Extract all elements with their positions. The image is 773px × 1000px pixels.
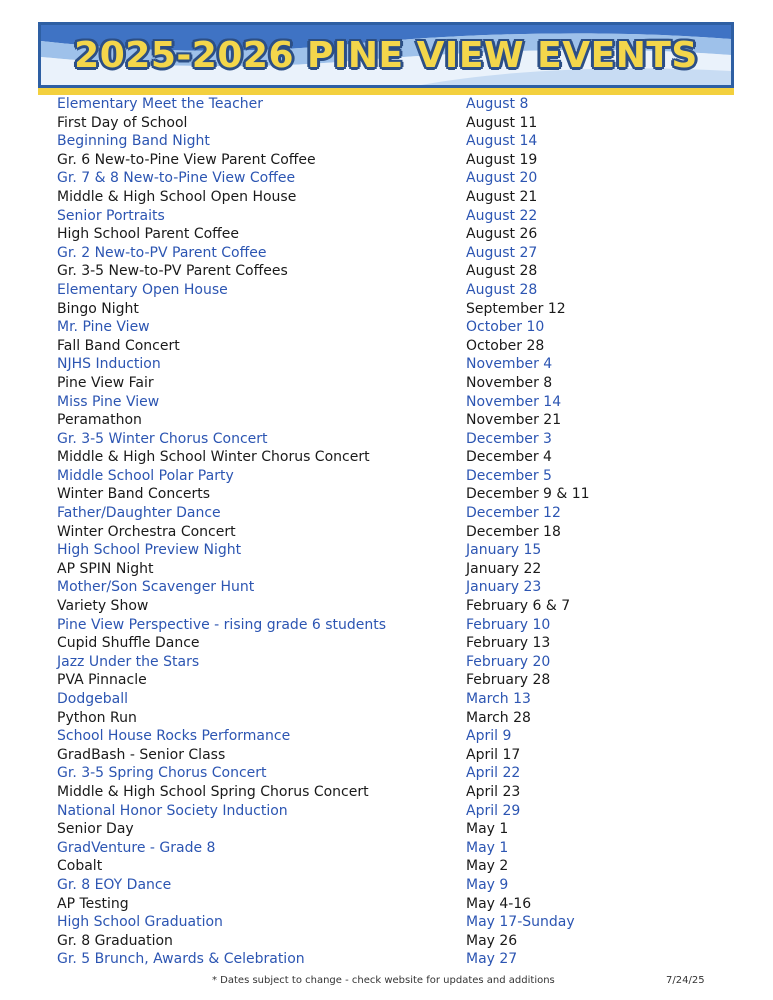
events-list [57, 95, 737, 969]
event-row [57, 374, 737, 393]
event-date: December 3 [466, 430, 552, 447]
event-row [57, 560, 737, 579]
event-name: Gr. 8 EOY Dance [57, 876, 172, 893]
event-name: NJHS Induction [57, 356, 161, 373]
event-date: August 26 [466, 226, 538, 243]
event-row [57, 895, 737, 914]
event-date: January 22 [466, 560, 542, 577]
event-row [57, 876, 737, 895]
event-name: Middle & High School Winter Chorus Concert [57, 449, 370, 466]
event-name: Peramathon [57, 412, 142, 429]
event-name: Pine View Fair [57, 374, 154, 391]
event-row [57, 616, 737, 635]
event-row [57, 950, 737, 969]
event-date: December 12 [466, 505, 561, 522]
event-row [57, 448, 737, 467]
event-row [57, 634, 737, 653]
event-name: Senior Portraits [57, 207, 165, 224]
event-name: Gr. 2 New-to-PV Parent Coffee [57, 244, 267, 261]
event-row [57, 95, 737, 114]
event-row [57, 839, 737, 858]
event-date: August 28 [466, 263, 538, 280]
event-date: May 1 [466, 821, 509, 838]
event-name: Cobalt [57, 858, 103, 875]
event-name: Winter Orchestra Concert [57, 523, 236, 540]
event-date: January 23 [466, 579, 542, 596]
event-name: Gr. 7 & 8 New-to-Pine View Coffee [57, 170, 296, 187]
event-name: Middle & High School Spring Chorus Concert [57, 783, 369, 800]
event-row [57, 318, 737, 337]
event-row [57, 393, 737, 412]
event-row [57, 653, 737, 672]
event-date: April 23 [466, 783, 521, 800]
event-name: Gr. 3-5 Winter Chorus Concert [57, 430, 268, 447]
event-name: Father/Daughter Dance [57, 505, 221, 522]
event-row [57, 746, 737, 765]
event-date: August 21 [466, 188, 538, 205]
event-date: April 17 [466, 746, 521, 763]
event-name: High School Graduation [57, 914, 223, 931]
event-row [57, 857, 737, 876]
event-name: High School Preview Night [57, 542, 242, 559]
page-title: 2025-2026 PINE VIEW EVENTS [74, 35, 698, 76]
event-name: Fall Band Concert [57, 337, 180, 354]
event-name: School House Rocks Performance [57, 728, 291, 745]
event-date: April 22 [466, 765, 521, 782]
event-row [57, 671, 737, 690]
event-date: May 2 [466, 858, 509, 875]
event-row [57, 337, 737, 356]
event-date: January 15 [466, 542, 542, 559]
event-name: Gr. 3-5 New-to-PV Parent Coffees [57, 263, 288, 280]
event-name: GradBash - Senior Class [57, 746, 226, 763]
event-name: PVA Pinnacle [57, 672, 147, 689]
event-row [57, 151, 737, 170]
event-row [57, 281, 737, 300]
event-row [57, 578, 737, 597]
event-row [57, 709, 737, 728]
header-banner [38, 22, 734, 88]
event-date: August 27 [466, 244, 538, 261]
event-name: Dodgeball [57, 691, 128, 707]
footer-note: * Dates subject to change - check website for updates and additions [212, 975, 555, 986]
event-date: November 14 [466, 393, 562, 410]
event-row [57, 188, 737, 207]
event-name: Pine View Perspective - rising grade 6 students [57, 616, 387, 633]
event-row [57, 932, 737, 951]
event-row [57, 207, 737, 226]
event-row [57, 467, 737, 486]
event-name: Cupid Shuffle Dance [57, 635, 200, 652]
event-name: Beginning Band Night [57, 133, 210, 150]
event-date: March 13 [466, 691, 531, 707]
event-date: November 4 [466, 356, 553, 373]
event-row [57, 355, 737, 374]
event-row [57, 523, 737, 542]
event-row [57, 820, 737, 839]
event-date: December 9 & 11 [466, 486, 590, 503]
event-row [57, 411, 737, 430]
event-date: May 17-Sunday [466, 914, 575, 931]
event-name: Variety Show [57, 598, 149, 615]
event-row [57, 485, 737, 504]
event-date: May 9 [466, 876, 509, 893]
event-name: Mother/Son Scavenger Hunt [57, 579, 255, 596]
event-row [57, 225, 737, 244]
event-date: May 27 [466, 951, 518, 968]
event-row [57, 913, 737, 932]
event-name: Miss Pine View [57, 393, 160, 410]
event-date: August 14 [466, 133, 538, 150]
event-row [57, 169, 737, 188]
event-name: GradVenture - Grade 8 [57, 839, 216, 856]
event-date: February 10 [466, 616, 551, 633]
event-row [57, 244, 737, 263]
event-date: September 12 [466, 300, 566, 317]
event-row [57, 690, 737, 709]
event-name: Middle School Polar Party [57, 467, 234, 484]
event-name: Mr. Pine View [57, 319, 150, 336]
event-name: Gr. 6 New-to-Pine View Parent Coffee [57, 151, 316, 168]
event-row [57, 132, 737, 151]
event-name: Middle & High School Open House [57, 188, 297, 205]
event-row [57, 430, 737, 449]
event-date: August 20 [466, 170, 538, 187]
event-date: February 28 [466, 672, 551, 689]
event-name: Gr. 5 Brunch, Awards & Celebration [57, 951, 305, 968]
event-name: National Honor Society Induction [57, 802, 288, 819]
event-date: December 18 [466, 523, 561, 540]
event-date: April 29 [466, 802, 521, 819]
event-name: First Day of School [57, 114, 188, 131]
event-row [57, 802, 737, 821]
event-name: AP Testing [57, 895, 129, 912]
event-date: November 21 [466, 412, 562, 429]
event-name: Winter Band Concerts [57, 486, 211, 503]
event-row [57, 783, 737, 802]
event-name: Elementary Open House [57, 281, 228, 298]
event-date: February 13 [466, 635, 551, 652]
event-date: May 1 [466, 839, 509, 856]
event-date: February 6 & 7 [466, 598, 571, 615]
event-name: Python Run [57, 709, 137, 726]
event-date: November 8 [466, 374, 553, 391]
banner-underline [38, 88, 734, 95]
event-row [57, 764, 737, 783]
event-date: August 28 [466, 281, 538, 298]
event-row [57, 727, 737, 746]
event-date: February 20 [466, 653, 551, 670]
event-date: August 11 [466, 114, 538, 131]
event-date: August 22 [466, 207, 538, 224]
event-name: Jazz Under the Stars [57, 653, 200, 670]
event-row [57, 300, 737, 319]
event-name: Elementary Meet the Teacher [57, 96, 264, 112]
event-date: August 8 [466, 96, 529, 112]
event-name: Gr. 3-5 Spring Chorus Concert [57, 765, 267, 782]
event-date: August 19 [466, 151, 538, 168]
event-row [57, 504, 737, 523]
footer-date: 7/24/25 [666, 975, 705, 986]
event-date: October 10 [466, 319, 545, 336]
event-row [57, 597, 737, 616]
event-row [57, 114, 737, 133]
event-date: May 4-16 [466, 895, 532, 912]
event-row [57, 541, 737, 560]
event-name: Bingo Night [57, 300, 139, 317]
event-name: AP SPIN Night [57, 560, 154, 577]
event-name: Senior Day [57, 821, 134, 838]
event-date: October 28 [466, 337, 545, 354]
event-name: High School Parent Coffee [57, 226, 240, 243]
event-date: December 4 [466, 449, 552, 466]
event-date: May 26 [466, 932, 518, 949]
event-date: March 28 [466, 709, 531, 726]
event-name: Gr. 8 Graduation [57, 932, 173, 949]
event-row [57, 262, 737, 281]
event-date: April 9 [466, 728, 512, 745]
event-date: December 5 [466, 467, 552, 484]
